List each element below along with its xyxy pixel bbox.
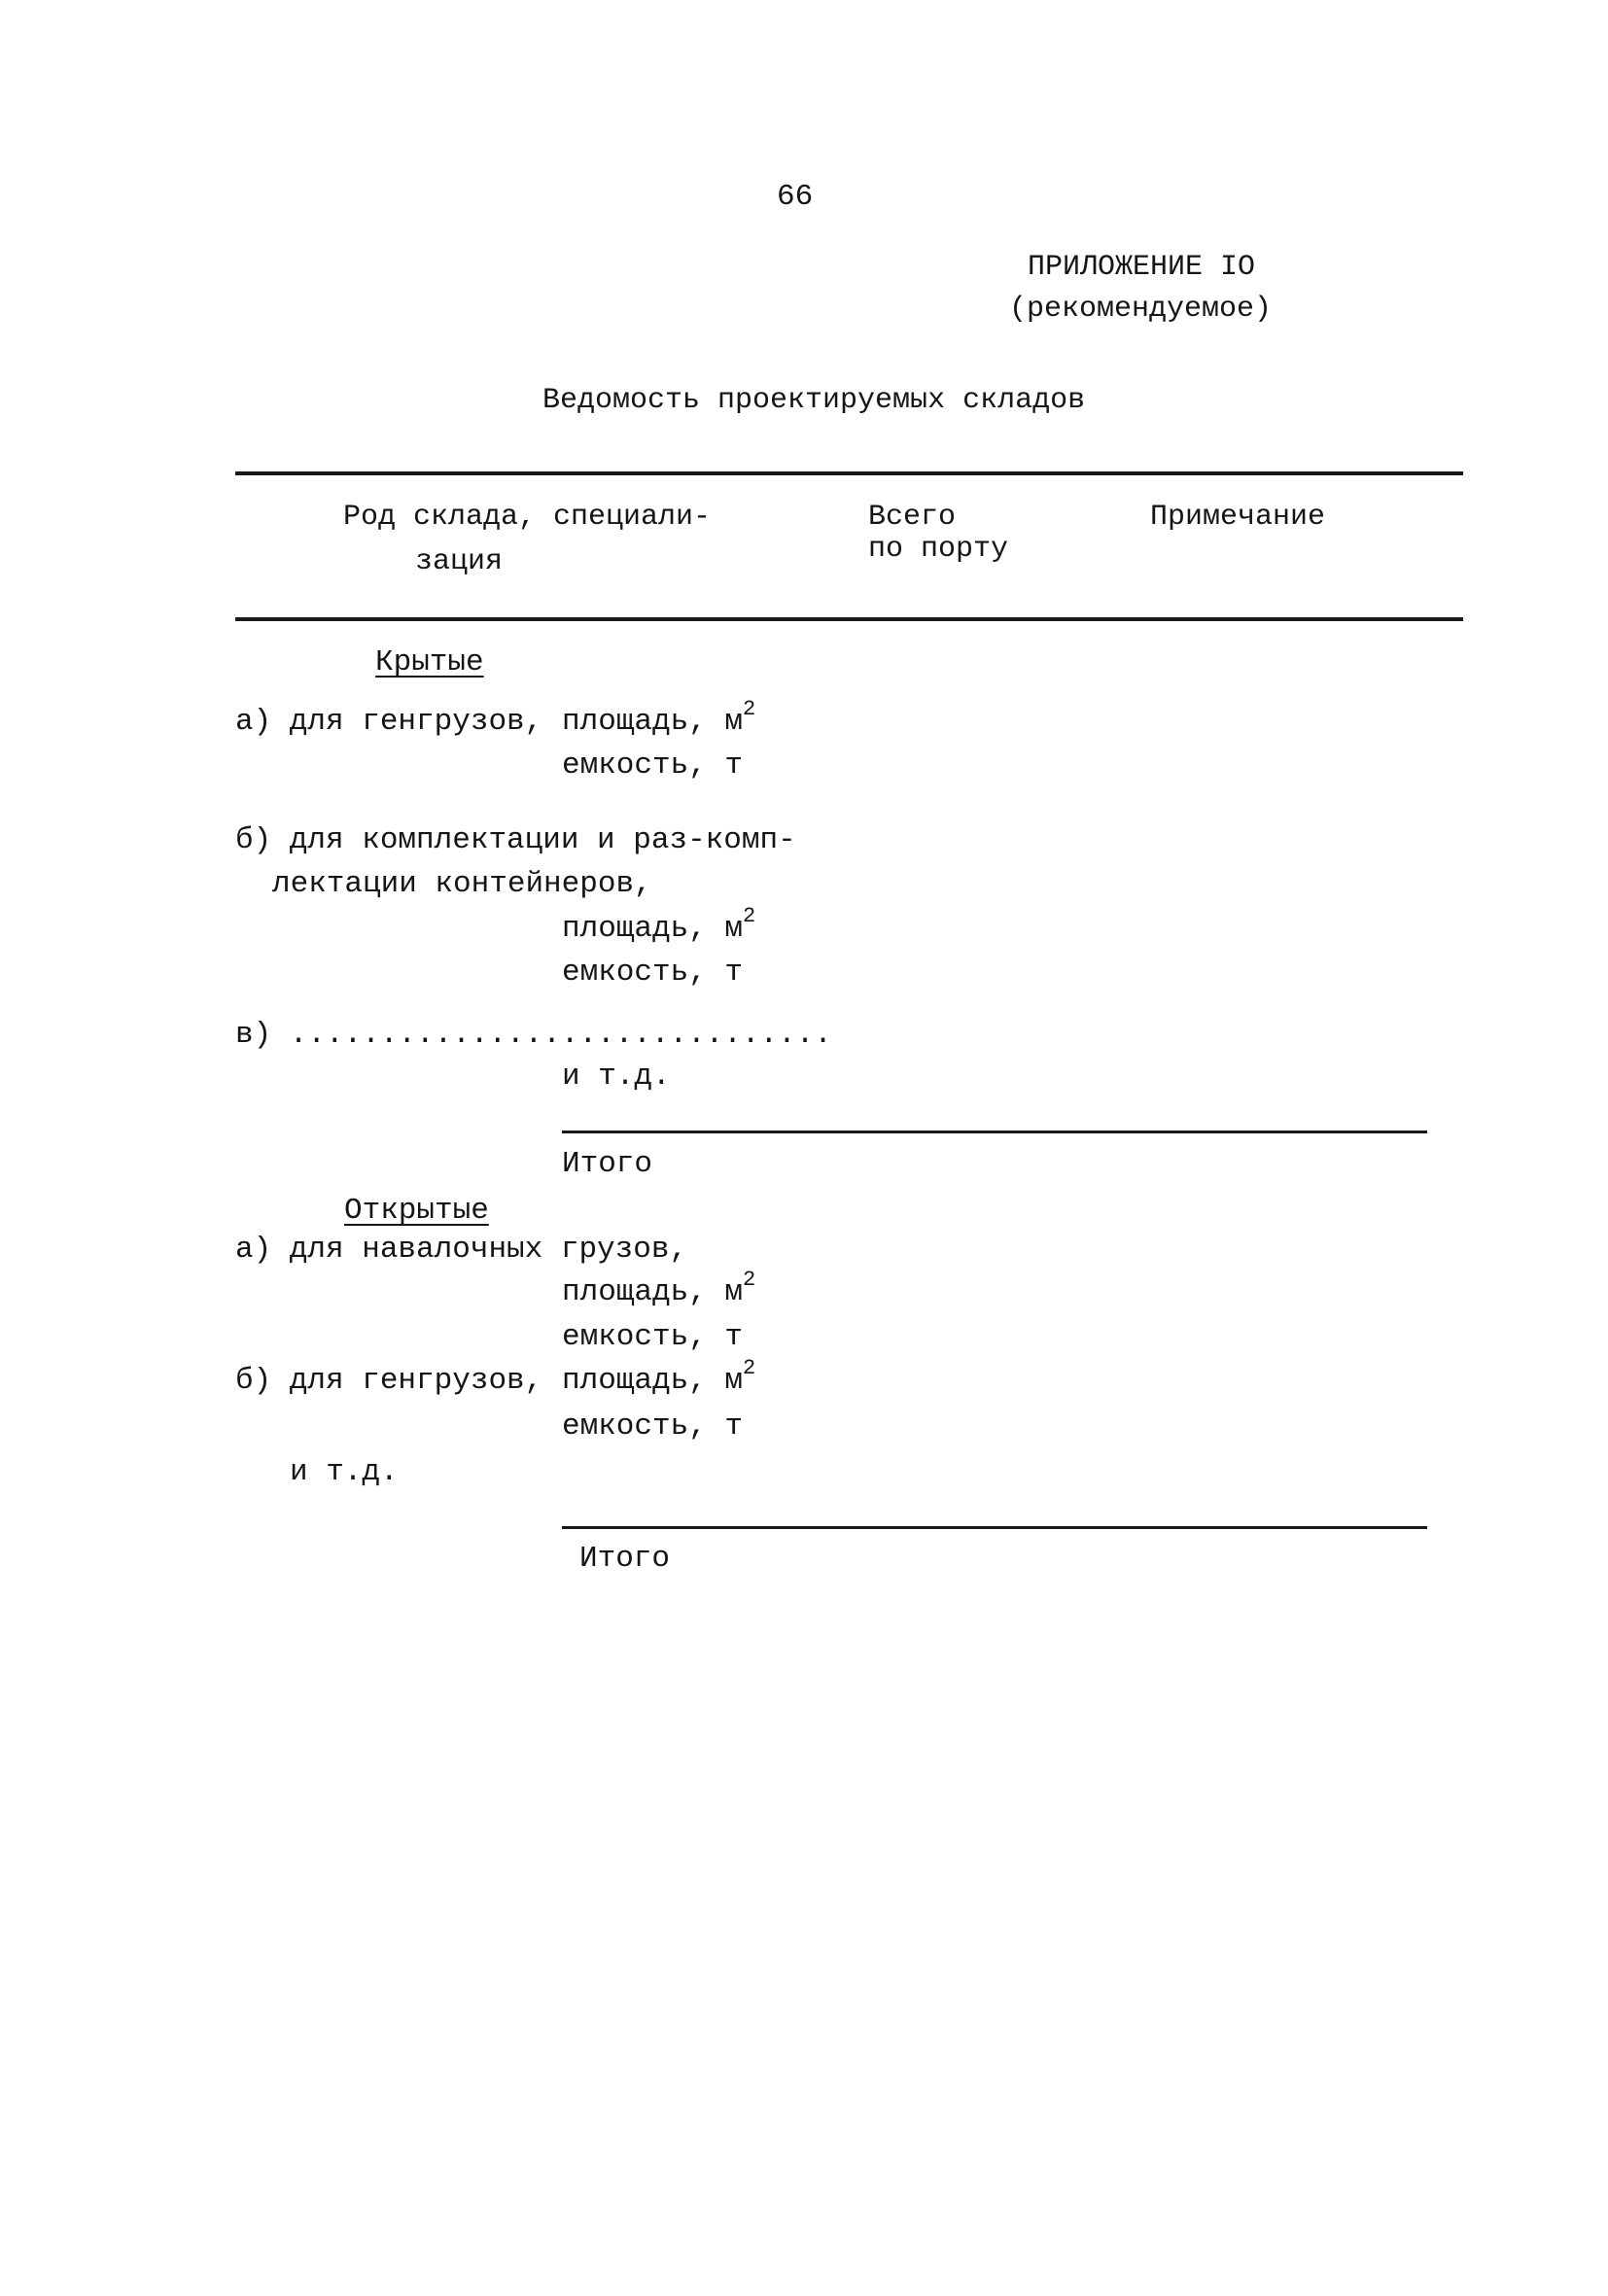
covered-a-area: площадь, $м^2$	[562, 696, 756, 739]
covered-heading: Крытые	[375, 645, 484, 679]
covered-b-area: площадь, $м^2$	[562, 903, 756, 946]
open-b-capacity: емкость, т	[562, 1409, 744, 1444]
appendix-title: ПРИЛОЖЕНИЕ IO	[1028, 251, 1256, 284]
document-title: Ведомость проектируемых складов	[542, 384, 1086, 417]
header-col-type-line2: зация	[415, 545, 504, 578]
open-b-area: площадь, $м^2$	[562, 1355, 756, 1398]
open-a-label: а) для навалочных грузов,	[235, 1233, 688, 1267]
open-a-capacity: емкость, т	[562, 1320, 744, 1354]
table-top-rule	[235, 471, 1463, 475]
covered-total: Итого	[562, 1147, 653, 1181]
open-b-label: б) для генгрузов,	[235, 1364, 543, 1398]
open-heading: Открытые	[344, 1194, 489, 1228]
covered-v-line: в) ..............................	[235, 1018, 832, 1052]
header-col-note: Примечание	[1150, 501, 1326, 534]
header-col-type-line1: Род склада, специали-	[343, 501, 712, 534]
open-total: Итого	[579, 1542, 671, 1576]
page-number: 66	[777, 180, 814, 214]
open-a-area: площадь, $м^2$	[562, 1267, 756, 1309]
covered-a-label: а) для генгрузов,	[235, 705, 543, 739]
covered-b-capacity: емкость, т	[562, 956, 744, 990]
covered-b-line2: лектации контейнеров,	[272, 867, 652, 901]
open-etc: и т.д.	[290, 1455, 399, 1489]
header-col-total-line1: Всего	[868, 501, 957, 534]
table-header-rule	[235, 617, 1463, 621]
covered-etc: и т.д.	[562, 1060, 671, 1094]
open-total-rule	[562, 1526, 1427, 1529]
header-col-total-line2: по порту	[868, 533, 1009, 566]
covered-total-rule	[562, 1131, 1427, 1133]
appendix-subtitle: (рекомендуемое)	[1009, 293, 1273, 326]
covered-a-capacity: емкость, т	[562, 748, 744, 783]
covered-b-line1: б) для комплектации и раз-комп-	[235, 823, 796, 857]
